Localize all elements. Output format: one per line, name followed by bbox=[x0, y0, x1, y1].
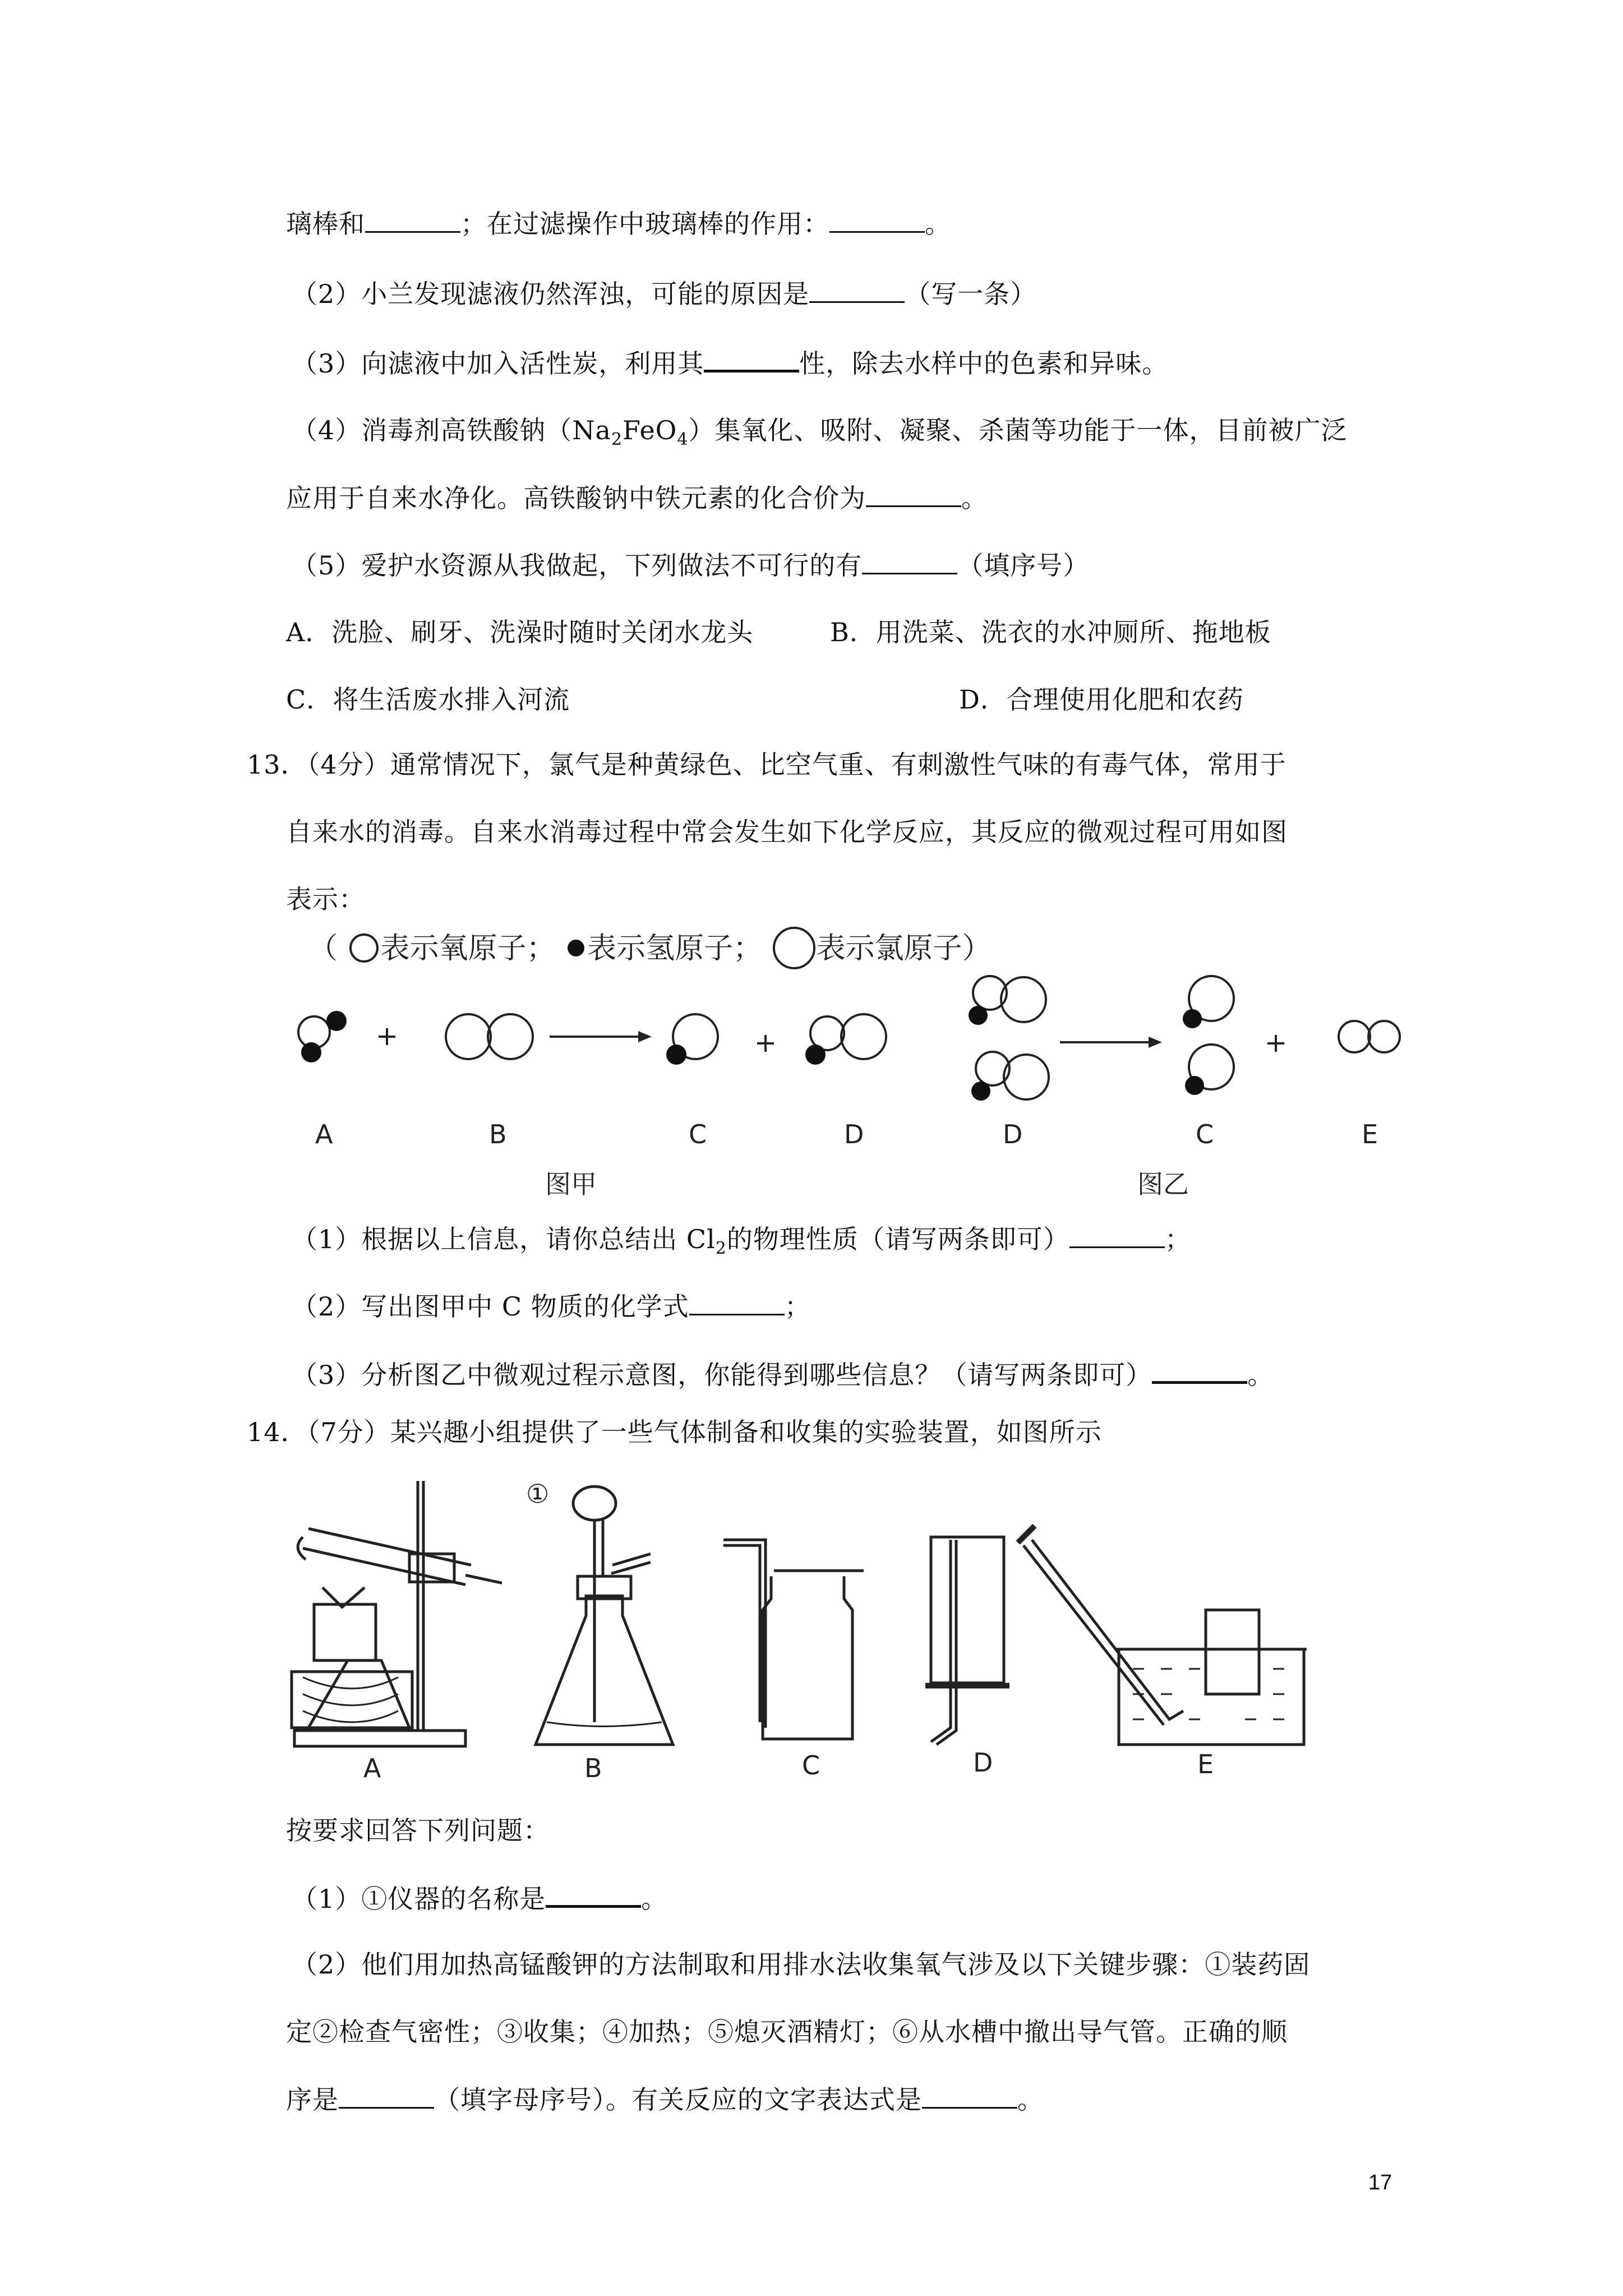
q12-sub-4-cont: 应用于自来水净化。高铁酸钠中铁元素的化合价为 。 bbox=[286, 481, 988, 515]
page-number: 17 bbox=[1368, 2171, 1393, 2194]
q12-line-1: 璃棒和 ；在过滤操作中玻璃棒的作用： 。 bbox=[286, 206, 951, 241]
q12-sub-2: （2）小兰发现滤液仍然浑浊，可能的原因是 （写一条） bbox=[292, 277, 1036, 311]
q14-stem: 14．（7分）某兴趣小组提供了一些气体制备和收集的实验装置，如图所示 bbox=[247, 1417, 1102, 1447]
answer-blank bbox=[546, 1880, 641, 1908]
q14-instruction: 按要求回答下列问题： bbox=[286, 1815, 550, 1846]
q12-sub-5: （5）爱护水资源从我做起，下列做法不可行的有 （填序号） bbox=[292, 548, 1089, 582]
apparatus-c bbox=[723, 1540, 864, 1739]
q12-sub-3: （3）向滤液中加入活性炭，利用其 性，除去水样中的色素和异味。 bbox=[292, 345, 1168, 380]
label-a: A bbox=[315, 1119, 333, 1149]
hydrogen-atom-icon bbox=[565, 931, 587, 965]
answer-blank bbox=[829, 206, 925, 233]
molecule-e-oxygen bbox=[1339, 1021, 1400, 1052]
answer-blank bbox=[365, 206, 460, 233]
answer-blank bbox=[922, 2082, 1017, 2109]
apparatus-a bbox=[292, 1481, 502, 1746]
label-e-yi: E bbox=[1362, 1119, 1378, 1149]
apparatus-label-b: B bbox=[584, 1753, 602, 1783]
label-c-yi: C bbox=[1196, 1119, 1214, 1149]
option-c: C．将生活废水排入河流 bbox=[286, 684, 570, 715]
molecule-b-chlorine bbox=[446, 1014, 533, 1059]
oxygen-atom-icon bbox=[347, 931, 381, 965]
q14-sub-2-line1: （2）他们用加热高锰酸钾的方法制取和用排水法收集氧气涉及以下关键步骤：①装药固 bbox=[292, 1949, 1311, 1980]
apparatus-label-d: D bbox=[973, 1747, 993, 1778]
marker-one: ① bbox=[526, 1479, 550, 1509]
q12-sub-4: （4）消毒剂高铁酸钠$(Na_2FeO_4)$集氧化、吸附、凝聚、杀菌等功能于一体，目前被广泛 bbox=[292, 415, 1348, 449]
q13-stem-1: 13．（4分）通常情况下，氯气是种黄绿色、比空气重、有刺激性气味的有毒气体，常用于 bbox=[247, 749, 1287, 780]
apparatus-label-a: A bbox=[363, 1753, 381, 1783]
answer-blank bbox=[809, 277, 905, 303]
apparatus-e bbox=[1018, 1526, 1307, 1745]
q13-sub-3: （3）分析图乙中微观过程示意图，你能得到哪些信息？（请写两条即可） 。 bbox=[292, 1356, 1274, 1392]
q14-sub-2-line2: 定②检查气密性；③收集；④加热；⑤熄灭酒精灯；⑥从水槽中撤出导气管。正确的顺 bbox=[286, 2017, 1288, 2047]
apparatus-b bbox=[536, 1487, 673, 1745]
answer-blank bbox=[689, 1289, 785, 1315]
answer-blank bbox=[704, 345, 799, 372]
label-c: C bbox=[689, 1119, 707, 1149]
figure-yi-caption: 图乙 bbox=[1137, 1169, 1189, 1199]
answer-blank bbox=[1152, 1356, 1247, 1384]
q13-stem-3: 表示： bbox=[286, 884, 365, 914]
option-a: A．洗脸、刷牙、洗澡时随时关闭水龙头 bbox=[286, 617, 754, 647]
label-b: B bbox=[489, 1119, 507, 1149]
option-b: B．用洗菜、洗衣的水冲厕所、拖地板 bbox=[830, 617, 1271, 647]
apparatus-diagram bbox=[280, 1475, 1430, 1767]
option-d: D．合理使用化肥和农药 bbox=[959, 684, 1244, 715]
figure-jia-caption: 图甲 bbox=[545, 1169, 597, 1199]
q13-stem-2: 自来水的消毒。自来水消毒过程中常会发生如下化学反应，其反应的微观过程可用如图 bbox=[286, 817, 1288, 847]
answer-blank bbox=[339, 2082, 434, 2109]
apparatus-d bbox=[925, 1537, 1009, 1745]
q13-sub-1: （1）根据以上信息，请你总结出 $Cl_2$的物理性质（请写两条即可） ； bbox=[292, 1222, 1191, 1266]
answer-blank bbox=[862, 548, 957, 574]
label-d-yi: D bbox=[1003, 1119, 1023, 1149]
label-d: D bbox=[844, 1119, 864, 1149]
q13-sub-2: （2）写出图甲中 C 物质的化学式 ； bbox=[292, 1289, 811, 1323]
answer-blank bbox=[866, 481, 961, 507]
atom-legend: （ 表示氧原子； 表示氢原子； 表示氯原子） bbox=[308, 924, 992, 970]
apparatus-label-e: E bbox=[1197, 1749, 1214, 1779]
chlorine-atom-icon bbox=[772, 926, 817, 970]
apparatus-label-c: C bbox=[802, 1750, 820, 1780]
answer-blank bbox=[1069, 1222, 1165, 1248]
q14-sub-1: （1）①仪器的名称是 。 bbox=[292, 1880, 667, 1916]
q14-sub-2-line3: 序是 （填字母序号）。有关反应的文字表达式是 。 bbox=[286, 2082, 1044, 2116]
reaction-diagram bbox=[280, 970, 1430, 1206]
